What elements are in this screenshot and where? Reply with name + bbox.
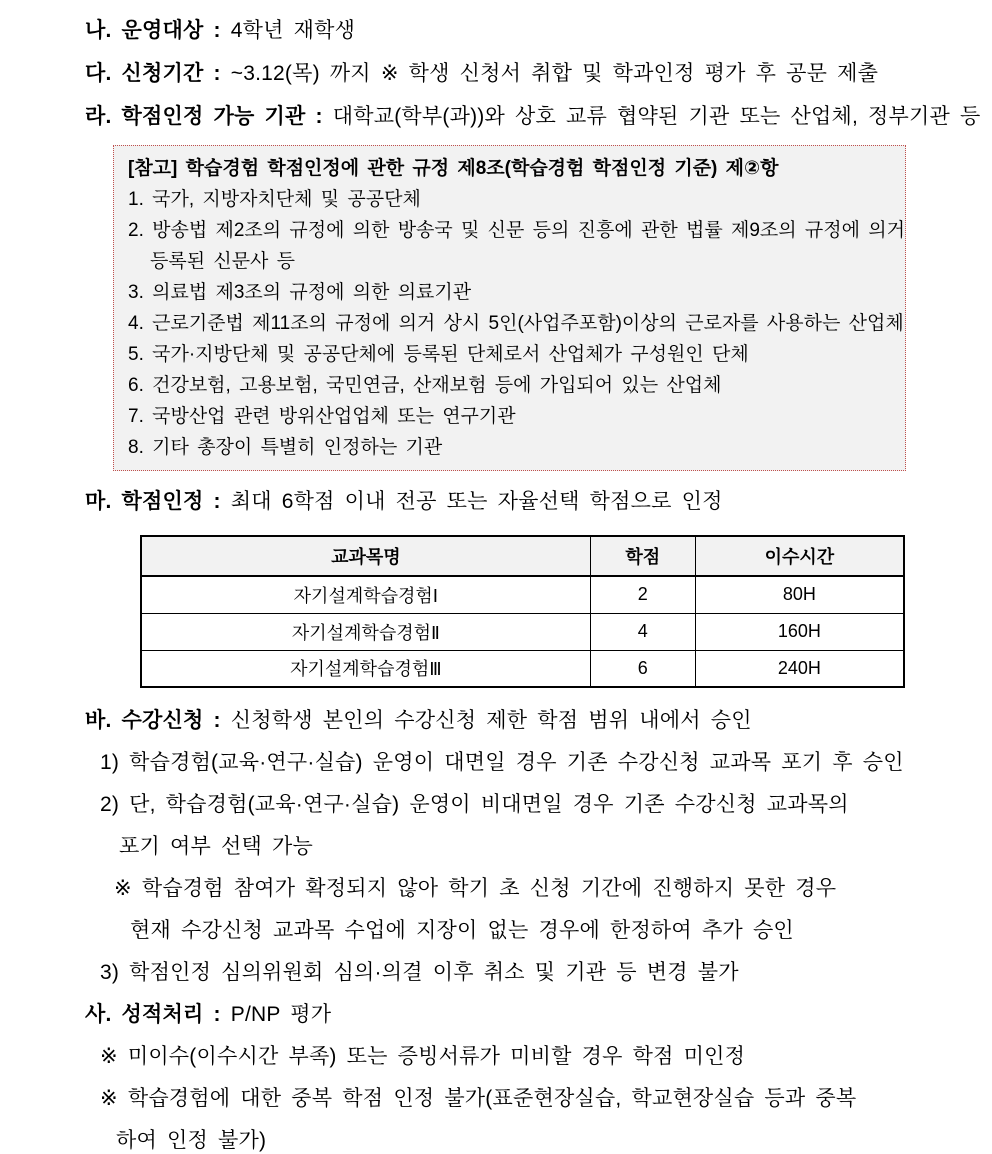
section-text: 4학년 재학생 — [230, 19, 356, 42]
section-label: 바. 수강신청 — [85, 709, 204, 732]
section-heading-ra — [85, 102, 981, 132]
reference-item: 2. 방송법 제2조의 규정에 의한 방송국 및 신문 등의 진흥에 관한 법률 제9조의 규정에 의거 — [128, 220, 905, 241]
table-row — [141, 650, 904, 687]
reference-item: 1. 국가, 지방자치단체 및 공공단체 — [128, 189, 421, 210]
section-label: 나. 운영대상 — [85, 19, 204, 42]
note-line: ※ 미이수(이수시간 부족) 또는 증빙서류가 미비할 경우 학점 미인정 — [100, 1045, 746, 1068]
reference-box — [113, 145, 906, 471]
table-cell: 240H — [695, 650, 904, 687]
reference-item: 4. 근로기준법 제11조의 규정에 의거 상시 5인(사업주포함)이상의 근로자를 사용하는 산업체 — [128, 313, 904, 334]
section-text: P/NP 평가 — [230, 1003, 332, 1026]
table-cell: 80H — [695, 576, 904, 613]
table-body — [141, 576, 904, 687]
table-cell: 160H — [695, 613, 904, 650]
note-line: 1) 학습경험(교육·연구·실습) 운영이 대면일 경우 기존 수강신청 교과목 포기 후 승인 — [100, 751, 904, 774]
table-row — [141, 576, 904, 613]
section-heading-ma — [85, 487, 962, 517]
reference-item: 7. 국방산업 관련 방위산업업체 또는 연구기관 — [128, 406, 516, 427]
section-label: 라. 학점인정 가능 기관 — [85, 105, 306, 128]
section-separator: : — [203, 1003, 231, 1026]
reference-item: 5. 국가·지방단체 및 공공단체에 등록된 단체로서 산업체가 구성원인 단체 — [128, 344, 749, 365]
note-line: 하여 인정 불가) — [116, 1129, 267, 1152]
reference-item: 3. 의료법 제3조의 규정에 의한 의료기관 — [128, 282, 472, 303]
table-cell: 6 — [590, 650, 695, 687]
section-separator: : — [203, 62, 231, 85]
table-cell: 자기설계학습경험Ⅰ — [141, 576, 590, 613]
section-heading-da — [85, 59, 962, 89]
section-label: 사. 성적처리 — [85, 1003, 204, 1026]
reference-item: 등록된 신문사 등 — [150, 251, 296, 272]
table-cell: 4 — [590, 613, 695, 650]
table-header-row — [141, 536, 904, 576]
table-header-cell: 학점 — [590, 536, 695, 576]
note-line: 포기 여부 선택 가능 — [119, 835, 313, 858]
reference-box-items — [128, 184, 905, 463]
note-line: ※ 학습경험 참여가 확정되지 않아 학기 초 신청 기간에 진행하지 못한 경우 — [114, 877, 837, 900]
table-row — [141, 613, 904, 650]
note-line: 3) 학점인정 심의위원회 심의·의결 이후 취소 및 기관 등 변경 불가 — [100, 961, 739, 984]
section-text: ~3.12(목) 까지 ※ 학생 신청서 취합 및 학과인정 평가 후 공문 제출 — [230, 62, 879, 85]
table-cell: 자기설계학습경험Ⅱ — [141, 613, 590, 650]
section-text: 대학교(학부(과))와 상호 교류 협약된 기관 또는 산업체, 정부기관 등 — [332, 105, 981, 128]
section-heading-na — [85, 16, 962, 46]
credit-table — [140, 535, 905, 688]
grading-notes — [85, 1042, 962, 1154]
table-cell: 2 — [590, 576, 695, 613]
section-separator: : — [305, 105, 333, 128]
section-heading-ba — [85, 706, 962, 736]
section-heading-sa — [85, 1000, 962, 1030]
table-header-cell: 이수시간 — [695, 536, 904, 576]
section-separator: : — [203, 709, 231, 732]
course-registration-notes — [85, 748, 962, 988]
reference-box-title: [참고] 학습경험 학점인정에 관한 규정 제8조(학습경험 학점인정 기준) 제②항 — [128, 158, 779, 179]
table-cell: 자기설계학습경험Ⅲ — [141, 650, 590, 687]
section-separator: : — [203, 490, 231, 513]
note-line: 2) 단, 학습경험(교육·연구·실습) 운영이 비대면일 경우 기존 수강신청 교과목의 — [100, 793, 849, 816]
section-separator: : — [203, 19, 231, 42]
note-line: ※ 학습경험에 대한 중복 학점 인정 불가(표준현장실습, 학교현장실습 등과 중복 — [100, 1087, 857, 1110]
note-line: 현재 수강신청 교과목 수업에 지장이 없는 경우에 한정하여 추가 승인 — [130, 919, 794, 942]
table-header-cell: 교과목명 — [141, 536, 590, 576]
reference-item: 8. 기타 총장이 특별히 인정하는 기관 — [128, 437, 443, 458]
reference-item: 6. 건강보험, 고용보험, 국민연금, 산재보험 등에 가입되어 있는 산업체 — [128, 375, 722, 396]
section-text: 최대 6학점 이내 전공 또는 자율선택 학점으로 인정 — [230, 490, 723, 513]
section-label: 다. 신청기간 — [85, 62, 204, 85]
section-label: 마. 학점인정 — [85, 490, 204, 513]
section-text: 신청학생 본인의 수강신청 제한 학점 범위 내에서 승인 — [230, 709, 752, 732]
